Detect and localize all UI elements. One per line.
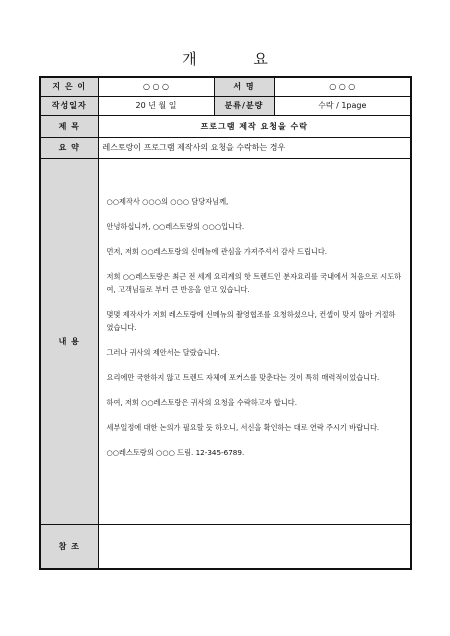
content-paragraph: ○○레스토랑의 ○○○ 드림. 12-345-6789. bbox=[106, 447, 245, 457]
content-paragraph: 먼저, 저희 ○○레스토랑의 신메뉴에 관심을 가져주셔서 감사 드립니다. bbox=[106, 246, 328, 256]
document-title: 개 요 bbox=[182, 50, 294, 68]
summary-form bbox=[39, 76, 412, 570]
content-paragraph: 하여, 저희 ○○레스토랑은 귀사의 요청을 수락하고자 합니다. bbox=[106, 397, 298, 407]
writer-label: 지 은 이 bbox=[40, 77, 98, 96]
content-paragraph: 그러나 귀사의 제안서는 달랐습니다. bbox=[106, 347, 220, 357]
content-body bbox=[98, 158, 411, 524]
date-value: 20 년 월 일 bbox=[98, 96, 214, 115]
subject-value: 프로그램 제작 요청을 수락 bbox=[98, 115, 411, 137]
subject-label: 제 목 bbox=[40, 115, 98, 137]
content-paragraph: 세부일정에 대한 논의가 필요할 듯 하오니, 서신을 확인하는 대로 연락 주시기 바랍니다. bbox=[106, 422, 380, 432]
summary-label: 요 약 bbox=[40, 137, 98, 158]
content-paragraph: 몇몇 제작사가 저희 레스토랑에 신메뉴의 촬영협조를 요청하셨으나, 컨셉이 맞지 않아 거절하였습니다. bbox=[106, 309, 396, 332]
signature-label: 서 명 bbox=[214, 77, 274, 96]
reference-label: 참 조 bbox=[40, 524, 98, 569]
content-label: 내 용 bbox=[40, 158, 98, 524]
signature-value: ○ ○ ○ bbox=[274, 77, 411, 96]
content-paragraph: 요리에만 국한하지 않고 트렌드 자체에 포커스를 맞춘다는 것이 특히 매력적이었습니다. bbox=[106, 372, 380, 382]
reference-value bbox=[98, 524, 411, 569]
writer-value: ○ ○ ○ bbox=[98, 77, 214, 96]
date-label: 작성일자 bbox=[40, 96, 98, 115]
category-value: 수락 / 1page bbox=[274, 96, 411, 115]
content-paragraph: ○○제작사 ○○○의 ○○○ 담당자님께, bbox=[106, 196, 229, 206]
category-label: 분류/분량 bbox=[214, 96, 274, 115]
summary-value: 레스토랑이 프로그램 제작사의 요청을 수락하는 경우 bbox=[98, 137, 411, 158]
content-paragraph: 저희 ○○레스토랑은 최근 전 세계 요리계의 핫 트렌드인 분자요리를 국내에서 처음으로 시도하여, 고객님들로 부터 큰 반응을 얻고 있습니다. bbox=[106, 271, 402, 294]
content-paragraph: 안녕하십니까, ○○레스토랑의 ○○○입니다. bbox=[106, 221, 245, 231]
